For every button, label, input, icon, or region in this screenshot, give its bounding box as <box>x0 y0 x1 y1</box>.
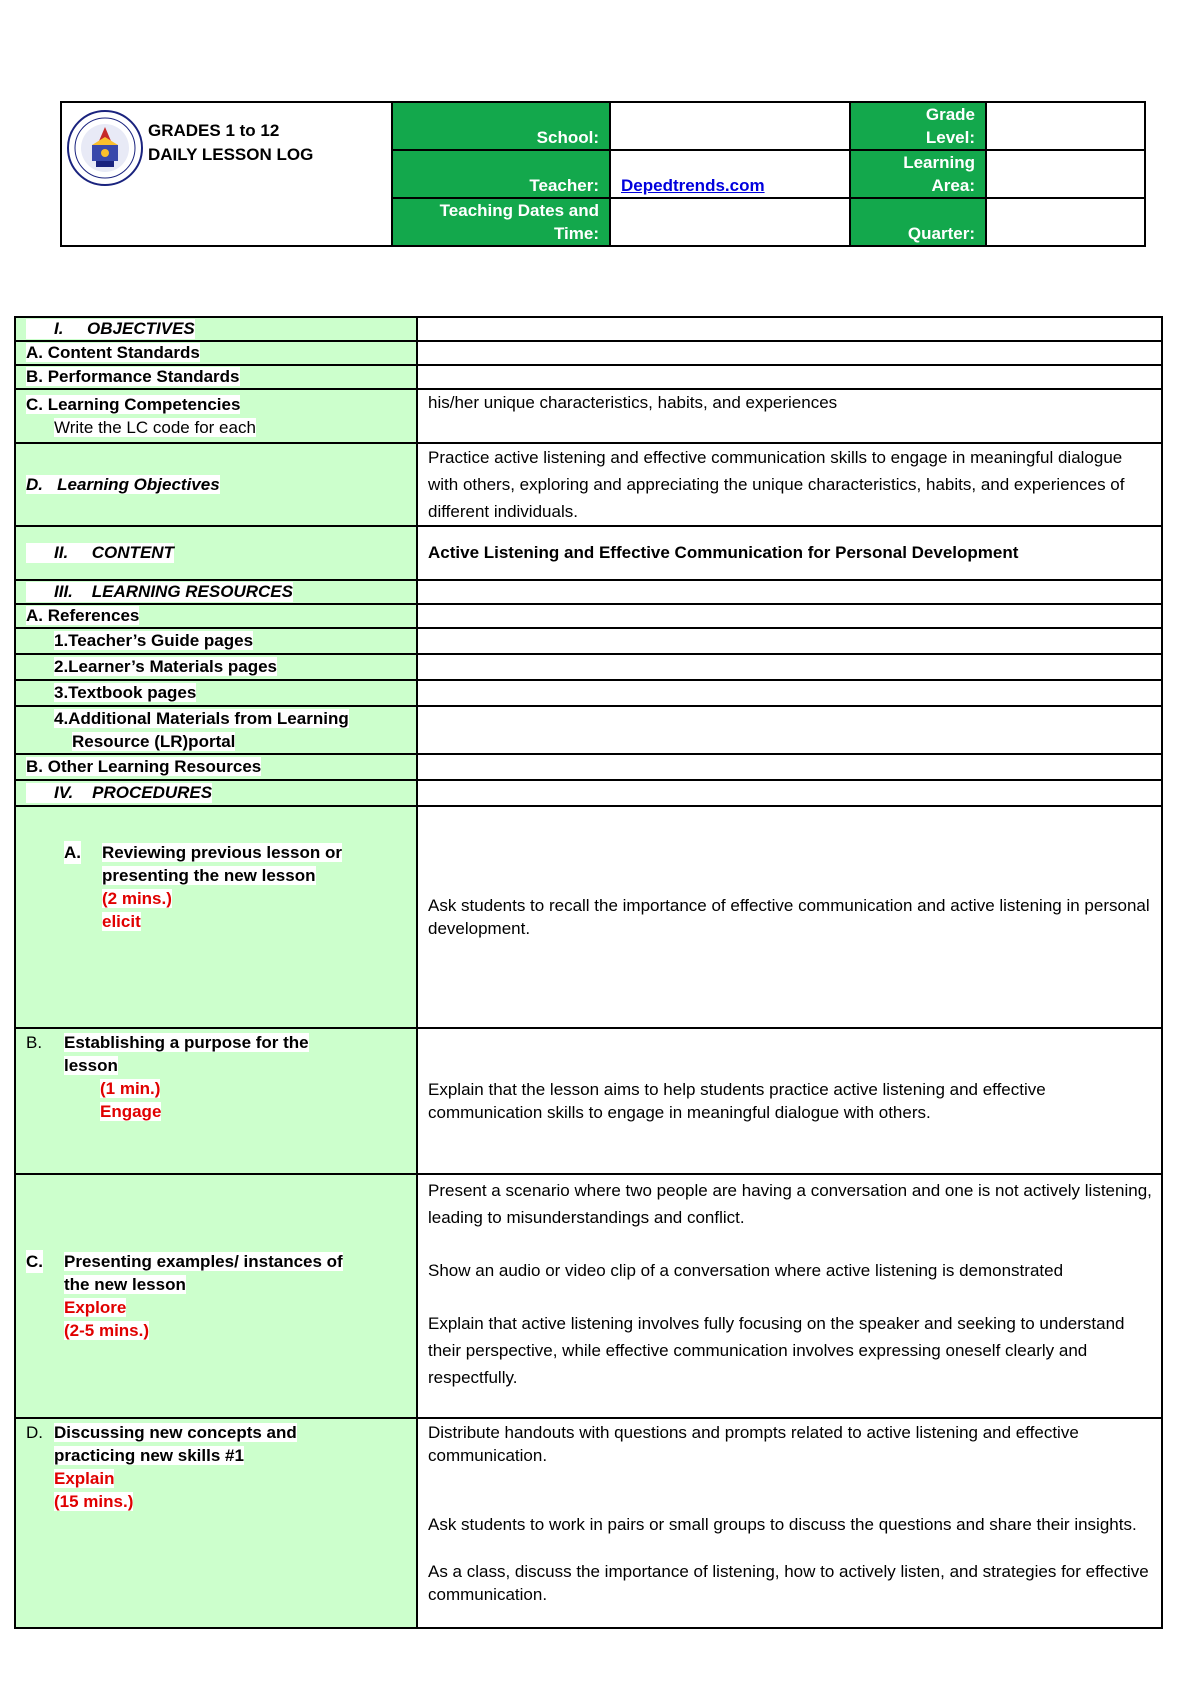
table-row <box>15 443 1162 526</box>
table-row <box>15 654 1162 680</box>
teaching-dates-field[interactable] <box>611 199 851 245</box>
content-heading: II. CONTENT <box>15 526 417 580</box>
procedure-c-time: (2-5 mins.) <box>64 1321 150 1340</box>
procedure-a-label: A. Reviewing previous lesson or presenting the new lesson (2 mins.) elicit <box>15 806 417 1028</box>
procedure-d-text[interactable] <box>417 1418 1162 1628</box>
quarter-label: Quarter: <box>851 199 987 245</box>
learning-competencies-value[interactable]: his/her unique characteristics, habits, and experiences <box>417 389 1162 443</box>
table-row <box>15 365 1162 389</box>
table-row <box>15 317 1162 341</box>
procedure-c-text[interactable] <box>417 1174 1162 1418</box>
procedure-a-phase: elicit <box>102 912 141 931</box>
procedure-d-label: D. Discussing new concepts and practicing new skills #1 Explain (15 mins.) <box>15 1418 417 1628</box>
procedure-b-time: (1 min.) <box>100 1079 161 1098</box>
procedure-b-phase: Engage <box>100 1102 162 1121</box>
school-field[interactable] <box>611 103 851 151</box>
procedure-d-time: (15 mins.) <box>54 1492 134 1511</box>
header-title <box>148 119 313 167</box>
procedure-d-text-1: Distribute handouts with questions and prompts related to active listening and effective communication. <box>428 1423 1079 1465</box>
teacher-label: Teacher: <box>393 151 611 199</box>
procedure-c-text-1: Present a scenario where two people are having a conversation and one is not actively listening, leading to misunderstandings and conflict. <box>428 1181 1152 1227</box>
header-title-line2: DAILY LESSON LOG <box>148 145 314 164</box>
procedure-a-time: (2 mins.) <box>102 889 172 908</box>
table-row <box>15 780 1162 806</box>
lesson-plan-table <box>14 316 1163 1629</box>
procedure-d-text-3: As a class, discuss the importance of listening, how to actively listen, and strategies for effective communication. <box>428 1562 1149 1604</box>
procedure-a-text[interactable]: Ask students to recall the importance of effective communication and active listening in personal development. <box>417 806 1162 1028</box>
procedure-c-label: C. Presenting examples/ instances of the new lesson Explore (2-5 mins.) <box>15 1174 417 1418</box>
deped-seal-icon <box>66 109 144 187</box>
lc-code-note: Write the LC code for each <box>54 418 256 437</box>
header-title-line1: GRADES 1 to 12 <box>148 121 280 140</box>
teacher-link[interactable]: Depedtrends.com <box>621 176 765 195</box>
procedure-d-letter: D. <box>26 1423 43 1442</box>
procedure-b-letter: B. <box>26 1033 43 1052</box>
learning-objectives-label: D. Learning Objectives <box>15 443 417 526</box>
table-row <box>15 604 1162 628</box>
table-row <box>15 1418 1162 1628</box>
header-title-cell <box>62 103 393 245</box>
learning-area-field[interactable] <box>987 151 1144 199</box>
quarter-field[interactable] <box>987 199 1144 245</box>
learners-materials-label: 2.Learner’s Materials pages <box>15 654 417 680</box>
table-row <box>15 680 1162 706</box>
table-row <box>15 628 1162 654</box>
textbook-label: 3.Textbook pages <box>15 680 417 706</box>
procedure-c-text-3: Explain that active listening involves fully focusing on the speaker and seeking to understand their perspective, while effective communication involves expressing oneself clearly and respectfully. <box>428 1314 1125 1387</box>
table-row <box>15 1028 1162 1174</box>
learners-materials-value[interactable] <box>417 654 1162 680</box>
procedure-c-text-2: Show an audio or video clip of a conversation where active listening is demonstrated <box>428 1261 1064 1280</box>
other-resources-value[interactable] <box>417 754 1162 780</box>
grade-level-label: Grade Level: <box>851 103 987 151</box>
table-row <box>15 389 1162 443</box>
objectives-heading: I. OBJECTIVES <box>15 317 417 341</box>
procedures-heading: IV. PROCEDURES <box>15 780 417 806</box>
learning-competencies-label: C. Learning Competencies Write the LC code for each <box>15 389 417 443</box>
table-row <box>15 1174 1162 1418</box>
learning-area-label: Learning Area: <box>851 151 987 199</box>
teachers-guide-value[interactable] <box>417 628 1162 654</box>
references-label: A. References <box>15 604 417 628</box>
learning-objectives-value[interactable]: Practice active listening and effective communication skills to engage in meaningful dialogue with others, exploring and appreciating the unique characteristics, habits, and experiences of different individuals. <box>417 443 1162 526</box>
learning-resources-heading: III. LEARNING RESOURCES <box>15 580 417 604</box>
performance-standards-value[interactable] <box>417 365 1162 389</box>
additional-materials-label: 4.Additional Materials from Learning Resource (LR)portal <box>15 706 417 754</box>
teachers-guide-label: 1.Teacher’s Guide pages <box>15 628 417 654</box>
grade-level-field[interactable] <box>987 103 1144 151</box>
content-value[interactable]: Active Listening and Effective Communication for Personal Development <box>417 526 1162 580</box>
header-info-grid <box>393 103 1144 245</box>
procedure-d-phase: Explain <box>54 1469 115 1488</box>
content-standards-value[interactable] <box>417 341 1162 365</box>
textbook-value[interactable] <box>417 680 1162 706</box>
procedure-b-text[interactable]: Explain that the lesson aims to help students practice active listening and effective communication skills to engage in meaningful dialogue with others. <box>417 1028 1162 1174</box>
content-standards-label: A. Content Standards <box>15 341 417 365</box>
references-value[interactable] <box>417 604 1162 628</box>
performance-standards-label: B. Performance Standards <box>15 365 417 389</box>
teacher-field[interactable] <box>611 151 851 199</box>
teaching-dates-label: Teaching Dates and Time: <box>393 199 611 245</box>
procedure-a-letter: A. <box>64 843 81 862</box>
lesson-log-header <box>60 101 1146 247</box>
other-resources-label: B. Other Learning Resources <box>15 754 417 780</box>
procedures-value[interactable] <box>417 780 1162 806</box>
procedure-d-text-2: Ask students to work in pairs or small groups to discuss the questions and share their insights. <box>428 1515 1137 1534</box>
learning-resources-value[interactable] <box>417 580 1162 604</box>
procedure-c-phase: Explore <box>64 1298 127 1317</box>
procedure-c-letter: C. <box>26 1252 43 1271</box>
procedure-b-label: B. Establishing a purpose for the lesson (1 min.) Engage <box>15 1028 417 1174</box>
additional-materials-value[interactable] <box>417 706 1162 754</box>
table-row <box>15 526 1162 580</box>
table-row <box>15 580 1162 604</box>
school-label: School: <box>393 103 611 151</box>
table-row <box>15 754 1162 780</box>
table-row <box>15 806 1162 1028</box>
table-row <box>15 706 1162 754</box>
objectives-value[interactable] <box>417 317 1162 341</box>
table-row <box>15 341 1162 365</box>
